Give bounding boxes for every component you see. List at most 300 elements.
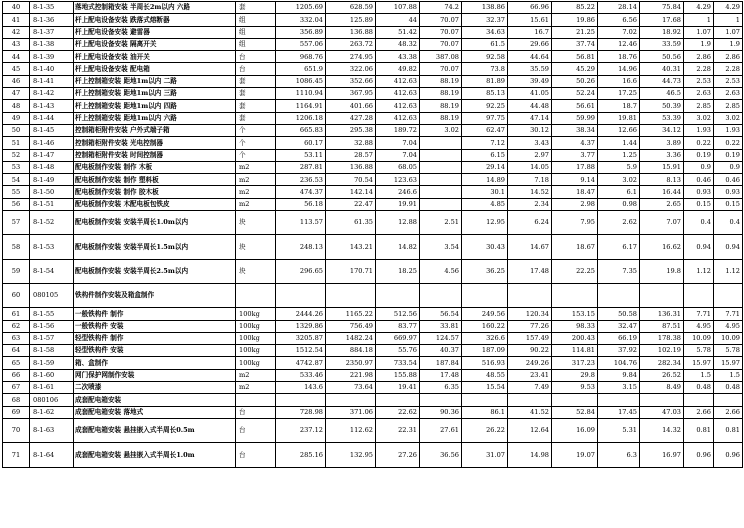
value-cell: 3205.87 bbox=[276, 332, 326, 344]
value-cell: 19.8 bbox=[640, 259, 684, 283]
row-index-cell: 62 bbox=[3, 320, 30, 332]
item-name-cell: 杆上配电设备安装 隔离开关 bbox=[74, 38, 236, 50]
row-index-cell: 64 bbox=[3, 345, 30, 357]
value-cell: 37.74 bbox=[552, 38, 598, 50]
value-cell: 3.77 bbox=[552, 149, 598, 161]
unit-cell: 100kg bbox=[236, 320, 276, 332]
value-cell: 2.65 bbox=[640, 198, 684, 210]
item-name-cell: 成套配电箱安装 bbox=[74, 394, 236, 406]
quota-code-cell: 8-1-54 bbox=[30, 259, 74, 283]
unit-cell bbox=[236, 283, 276, 307]
value-cell: 371.06 bbox=[326, 406, 376, 418]
value-cell: 136.31 bbox=[640, 308, 684, 320]
value-cell bbox=[598, 283, 640, 307]
value-cell: 66.96 bbox=[508, 2, 552, 14]
unit-cell: 套 bbox=[236, 75, 276, 87]
value-cell: 88.19 bbox=[420, 75, 462, 87]
value-cell: 4.95 bbox=[684, 320, 714, 332]
value-cell: 7.95 bbox=[552, 211, 598, 235]
value-cell: 387.08 bbox=[420, 51, 462, 63]
item-name-cell: 配电板制作安装 制作 胶木板 bbox=[74, 186, 236, 198]
unit-cell: 台 bbox=[236, 63, 276, 75]
quota-code-cell: 080105 bbox=[30, 283, 74, 307]
value-cell: 29.66 bbox=[508, 38, 552, 50]
value-cell: 248.13 bbox=[276, 235, 326, 259]
row-index-cell: 53 bbox=[3, 161, 30, 173]
quota-code-cell: 8-1-42 bbox=[30, 88, 74, 100]
item-name-cell: 杆上配电设备安装 跌落式熔断器 bbox=[74, 14, 236, 26]
value-cell: 665.83 bbox=[276, 124, 326, 136]
value-cell: 70.07 bbox=[420, 26, 462, 38]
value-cell: 0.9 bbox=[714, 161, 743, 173]
value-cell: 30.12 bbox=[508, 124, 552, 136]
table-row bbox=[3, 112, 743, 124]
value-cell: 0.96 bbox=[684, 443, 714, 467]
unit-cell: m2 bbox=[236, 198, 276, 210]
value-cell: 0.94 bbox=[714, 235, 743, 259]
value-cell: 2.66 bbox=[684, 406, 714, 418]
value-cell: 2.86 bbox=[714, 51, 743, 63]
value-cell: 2444.26 bbox=[276, 308, 326, 320]
value-cell: 51.42 bbox=[376, 26, 420, 38]
value-cell: 287.81 bbox=[276, 161, 326, 173]
value-cell: 74.2 bbox=[420, 2, 462, 14]
value-cell: 2.85 bbox=[684, 100, 714, 112]
item-name-cell: 杆上配电设备安装 避雷器 bbox=[74, 26, 236, 38]
value-cell: 73.8 bbox=[462, 63, 508, 75]
quota-code-cell: 8-1-49 bbox=[30, 174, 74, 186]
value-cell: 44.64 bbox=[508, 51, 552, 63]
value-cell: 19.86 bbox=[552, 14, 598, 26]
value-cell: 113.57 bbox=[276, 211, 326, 235]
value-cell: 14.98 bbox=[508, 443, 552, 467]
value-cell: 221.98 bbox=[326, 369, 376, 381]
value-cell: 3.02 bbox=[598, 174, 640, 186]
value-cell: 317.23 bbox=[552, 357, 598, 369]
value-cell: 85.13 bbox=[462, 88, 508, 100]
value-cell bbox=[714, 394, 743, 406]
value-cell: 19.81 bbox=[598, 112, 640, 124]
value-cell: 5.78 bbox=[684, 345, 714, 357]
value-cell: 61.35 bbox=[326, 211, 376, 235]
value-cell: 32.37 bbox=[462, 14, 508, 26]
value-cell: 70.07 bbox=[420, 14, 462, 26]
unit-cell: 组 bbox=[236, 26, 276, 38]
table-row bbox=[3, 137, 743, 149]
value-cell: 557.06 bbox=[276, 38, 326, 50]
value-cell: 4.95 bbox=[714, 320, 743, 332]
value-cell: 16.44 bbox=[640, 186, 684, 198]
table-row bbox=[3, 51, 743, 63]
value-cell: 36.56 bbox=[420, 443, 462, 467]
value-cell: 16.6 bbox=[598, 75, 640, 87]
table-row bbox=[3, 75, 743, 87]
item-name-cell: 配电板制作安装 制作 木板 bbox=[74, 161, 236, 173]
value-cell: 9.53 bbox=[552, 382, 598, 394]
quota-code-cell: 8-1-36 bbox=[30, 14, 74, 26]
value-cell: 0.48 bbox=[714, 382, 743, 394]
value-cell: 14.52 bbox=[508, 186, 552, 198]
row-index-cell: 63 bbox=[3, 332, 30, 344]
value-cell: 332.04 bbox=[276, 14, 326, 26]
table-row bbox=[3, 357, 743, 369]
value-cell: 0.93 bbox=[684, 186, 714, 198]
quota-code-cell: 080106 bbox=[30, 394, 74, 406]
row-index-cell: 58 bbox=[3, 235, 30, 259]
value-cell: 86.1 bbox=[462, 406, 508, 418]
row-index-cell: 50 bbox=[3, 124, 30, 136]
value-cell: 56.61 bbox=[552, 100, 598, 112]
value-cell: 26.52 bbox=[640, 369, 684, 381]
value-cell bbox=[276, 394, 326, 406]
value-cell: 6.1 bbox=[598, 186, 640, 198]
value-cell: 17.25 bbox=[598, 88, 640, 100]
value-cell: 15.91 bbox=[640, 161, 684, 173]
value-cell bbox=[420, 137, 462, 149]
row-index-cell: 54 bbox=[3, 174, 30, 186]
value-cell: 3.43 bbox=[508, 137, 552, 149]
value-cell: 70.07 bbox=[420, 38, 462, 50]
value-cell: 92.25 bbox=[462, 100, 508, 112]
row-index-cell: 68 bbox=[3, 394, 30, 406]
value-cell: 2.63 bbox=[714, 88, 743, 100]
value-cell: 1 bbox=[714, 14, 743, 26]
value-cell: 427.28 bbox=[326, 112, 376, 124]
item-name-cell: 二次喷漆 bbox=[74, 382, 236, 394]
value-cell: 52.24 bbox=[552, 88, 598, 100]
value-cell: 48.55 bbox=[462, 369, 508, 381]
value-cell: 120.34 bbox=[508, 308, 552, 320]
value-cell: 756.49 bbox=[326, 320, 376, 332]
value-cell: 17.88 bbox=[552, 161, 598, 173]
quota-code-cell: 8-1-50 bbox=[30, 186, 74, 198]
value-cell: 44 bbox=[376, 14, 420, 26]
item-name-cell: 网门保护网制作安装 bbox=[74, 369, 236, 381]
value-cell: 0.19 bbox=[714, 149, 743, 161]
value-cell bbox=[420, 161, 462, 173]
value-cell: 246.6 bbox=[376, 186, 420, 198]
value-cell: 6.15 bbox=[462, 149, 508, 161]
value-cell: 81.89 bbox=[462, 75, 508, 87]
quota-code-cell: 8-1-38 bbox=[30, 38, 74, 50]
row-index-cell: 51 bbox=[3, 137, 30, 149]
value-cell: 88.19 bbox=[420, 88, 462, 100]
quota-code-cell: 8-1-60 bbox=[30, 369, 74, 381]
value-cell: 19.07 bbox=[552, 443, 598, 467]
table-row bbox=[3, 235, 743, 259]
value-cell: 153.15 bbox=[552, 308, 598, 320]
unit-cell: m2 bbox=[236, 161, 276, 173]
value-cell: 3.36 bbox=[640, 149, 684, 161]
value-cell: 123.63 bbox=[376, 174, 420, 186]
value-cell: 18.25 bbox=[376, 259, 420, 283]
value-cell: 1.9 bbox=[684, 38, 714, 50]
value-cell: 14.05 bbox=[508, 161, 552, 173]
value-cell: 1.07 bbox=[714, 26, 743, 38]
item-name-cell: 配电板制作安装 安装半周长2.5m以内 bbox=[74, 259, 236, 283]
table-row bbox=[3, 345, 743, 357]
value-cell: 35.59 bbox=[508, 63, 552, 75]
item-name-cell: 配电板制作安装 木配电板包铁皮 bbox=[74, 198, 236, 210]
row-index-cell: 56 bbox=[3, 198, 30, 210]
value-cell: 412.63 bbox=[376, 75, 420, 87]
value-cell: 155.88 bbox=[376, 369, 420, 381]
row-index-cell: 57 bbox=[3, 211, 30, 235]
value-cell: 2.97 bbox=[508, 149, 552, 161]
value-cell: 32.88 bbox=[326, 137, 376, 149]
value-cell: 50.58 bbox=[598, 308, 640, 320]
value-cell: 6.3 bbox=[598, 443, 640, 467]
value-cell: 2.53 bbox=[714, 75, 743, 87]
value-cell: 178.38 bbox=[640, 332, 684, 344]
item-name-cell: 配电板制作安装 安装半周长1.0m以内 bbox=[74, 211, 236, 235]
value-cell: 50.26 bbox=[552, 75, 598, 87]
value-cell: 49.82 bbox=[376, 63, 420, 75]
unit-cell: 块 bbox=[236, 235, 276, 259]
value-cell: 2.28 bbox=[714, 63, 743, 75]
value-cell: 30.1 bbox=[462, 186, 508, 198]
value-cell: 14.67 bbox=[508, 235, 552, 259]
value-cell: 44.73 bbox=[640, 75, 684, 87]
value-cell: 0.81 bbox=[684, 418, 714, 442]
value-cell: 356.89 bbox=[276, 26, 326, 38]
value-cell: 75.84 bbox=[640, 2, 684, 14]
value-cell: 1512.54 bbox=[276, 345, 326, 357]
table-row bbox=[3, 394, 743, 406]
value-cell: 3.54 bbox=[420, 235, 462, 259]
value-cell bbox=[420, 149, 462, 161]
value-cell: 18.7 bbox=[598, 100, 640, 112]
value-cell: 16.62 bbox=[640, 235, 684, 259]
row-index-cell: 65 bbox=[3, 357, 30, 369]
value-cell: 43.38 bbox=[376, 51, 420, 63]
value-cell: 533.46 bbox=[276, 369, 326, 381]
value-cell: 10.09 bbox=[714, 332, 743, 344]
value-cell: 189.72 bbox=[376, 124, 420, 136]
value-cell: 5.31 bbox=[598, 418, 640, 442]
table-row bbox=[3, 100, 743, 112]
value-cell: 0.81 bbox=[714, 418, 743, 442]
quota-code-cell: 8-1-56 bbox=[30, 320, 74, 332]
table-row bbox=[3, 320, 743, 332]
value-cell: 40.31 bbox=[640, 63, 684, 75]
unit-cell: 100kg bbox=[236, 308, 276, 320]
value-cell: 22.47 bbox=[326, 198, 376, 210]
value-cell: 29.8 bbox=[552, 369, 598, 381]
unit-cell: 个 bbox=[236, 149, 276, 161]
value-cell: 98.33 bbox=[552, 320, 598, 332]
value-cell: 19.91 bbox=[376, 198, 420, 210]
value-cell: 1329.86 bbox=[276, 320, 326, 332]
value-cell: 88.19 bbox=[420, 112, 462, 124]
value-cell: 90.36 bbox=[420, 406, 462, 418]
value-cell: 1.44 bbox=[598, 137, 640, 149]
value-cell: 47.14 bbox=[508, 112, 552, 124]
value-cell bbox=[420, 174, 462, 186]
value-cell: 33.59 bbox=[640, 38, 684, 50]
value-cell: 352.66 bbox=[326, 75, 376, 87]
value-cell: 15.54 bbox=[462, 382, 508, 394]
table-row bbox=[3, 198, 743, 210]
value-cell: 3.02 bbox=[684, 112, 714, 124]
value-cell: 22.62 bbox=[376, 406, 420, 418]
value-cell: 296.65 bbox=[276, 259, 326, 283]
quota-code-cell: 8-1-51 bbox=[30, 198, 74, 210]
value-cell: 412.63 bbox=[376, 112, 420, 124]
value-cell: 56.18 bbox=[276, 198, 326, 210]
unit-cell: 套 bbox=[236, 88, 276, 100]
value-cell: 1.93 bbox=[714, 124, 743, 136]
table-row bbox=[3, 382, 743, 394]
quota-code-cell: 8-1-55 bbox=[30, 308, 74, 320]
value-cell: 1.12 bbox=[684, 259, 714, 283]
value-cell: 87.51 bbox=[640, 320, 684, 332]
item-name-cell: 配电板制作安装 安装半周长1.5m以内 bbox=[74, 235, 236, 259]
row-index-cell: 69 bbox=[3, 406, 30, 418]
value-cell: 2.66 bbox=[714, 406, 743, 418]
value-cell: 4.29 bbox=[684, 2, 714, 14]
value-cell: 4742.87 bbox=[276, 357, 326, 369]
value-cell bbox=[462, 394, 508, 406]
value-cell: 4.37 bbox=[552, 137, 598, 149]
row-index-cell: 60 bbox=[3, 283, 30, 307]
row-index-cell: 71 bbox=[3, 443, 30, 467]
value-cell: 5.9 bbox=[598, 161, 640, 173]
quota-price-table bbox=[2, 1, 743, 468]
value-cell: 0.22 bbox=[684, 137, 714, 149]
row-index-cell: 59 bbox=[3, 259, 30, 283]
value-cell bbox=[420, 186, 462, 198]
value-cell: 187.84 bbox=[420, 357, 462, 369]
value-cell: 2.28 bbox=[684, 63, 714, 75]
value-cell: 6.56 bbox=[598, 14, 640, 26]
value-cell: 14.89 bbox=[462, 174, 508, 186]
quota-code-cell: 8-1-44 bbox=[30, 112, 74, 124]
value-cell: 18.76 bbox=[598, 51, 640, 63]
value-cell: 124.57 bbox=[420, 332, 462, 344]
value-cell: 39.49 bbox=[508, 75, 552, 87]
value-cell: 2.51 bbox=[420, 211, 462, 235]
item-name-cell: 配电板制作安装 制作 塑料板 bbox=[74, 174, 236, 186]
table-row bbox=[3, 369, 743, 381]
value-cell bbox=[326, 394, 376, 406]
value-cell: 200.43 bbox=[552, 332, 598, 344]
value-cell: 2.63 bbox=[684, 88, 714, 100]
unit-cell: 个 bbox=[236, 124, 276, 136]
unit-cell: 组 bbox=[236, 38, 276, 50]
value-cell bbox=[552, 283, 598, 307]
value-cell bbox=[684, 394, 714, 406]
value-cell: 295.38 bbox=[326, 124, 376, 136]
row-index-cell: 40 bbox=[3, 2, 30, 14]
value-cell: 285.16 bbox=[276, 443, 326, 467]
row-index-cell: 46 bbox=[3, 75, 30, 87]
value-cell: 3.02 bbox=[420, 124, 462, 136]
value-cell: 46.5 bbox=[640, 88, 684, 100]
table-row bbox=[3, 332, 743, 344]
table-row bbox=[3, 443, 743, 467]
value-cell: 401.66 bbox=[326, 100, 376, 112]
value-cell: 59.99 bbox=[552, 112, 598, 124]
value-cell: 17.68 bbox=[640, 14, 684, 26]
value-cell: 14.32 bbox=[640, 418, 684, 442]
value-cell: 18.47 bbox=[552, 186, 598, 198]
value-cell: 512.56 bbox=[376, 308, 420, 320]
value-cell: 22.25 bbox=[552, 259, 598, 283]
value-cell: 114.81 bbox=[552, 345, 598, 357]
value-cell bbox=[376, 283, 420, 307]
value-cell: 8.13 bbox=[640, 174, 684, 186]
value-cell: 0.15 bbox=[714, 198, 743, 210]
value-cell: 516.93 bbox=[462, 357, 508, 369]
table-row bbox=[3, 63, 743, 75]
value-cell: 136.88 bbox=[326, 161, 376, 173]
value-cell: 651.9 bbox=[276, 63, 326, 75]
value-cell: 30.43 bbox=[462, 235, 508, 259]
value-cell: 2.34 bbox=[508, 198, 552, 210]
value-cell: 7.12 bbox=[462, 137, 508, 149]
unit-cell: 100kg bbox=[236, 357, 276, 369]
table-row bbox=[3, 38, 743, 50]
unit-cell: 块 bbox=[236, 211, 276, 235]
table-row bbox=[3, 211, 743, 235]
value-cell bbox=[276, 283, 326, 307]
value-cell: 28.14 bbox=[598, 2, 640, 14]
unit-cell: m2 bbox=[236, 186, 276, 198]
value-cell: 1205.69 bbox=[276, 2, 326, 14]
value-cell: 2.98 bbox=[552, 198, 598, 210]
value-cell: 23.41 bbox=[508, 369, 552, 381]
value-cell: 2.62 bbox=[598, 211, 640, 235]
row-index-cell: 66 bbox=[3, 369, 30, 381]
value-cell: 733.54 bbox=[376, 357, 420, 369]
unit-cell: m2 bbox=[236, 174, 276, 186]
value-cell: 1165.22 bbox=[326, 308, 376, 320]
row-index-cell: 49 bbox=[3, 112, 30, 124]
item-name-cell: 控制箱柜附件安装 时间控制器 bbox=[74, 149, 236, 161]
value-cell bbox=[420, 198, 462, 210]
value-cell: 0.46 bbox=[714, 174, 743, 186]
table-row bbox=[3, 418, 743, 442]
value-cell: 6.17 bbox=[598, 235, 640, 259]
unit-cell: 个 bbox=[236, 137, 276, 149]
table-row bbox=[3, 124, 743, 136]
value-cell: 12.88 bbox=[376, 211, 420, 235]
table-row bbox=[3, 14, 743, 26]
value-cell: 1206.18 bbox=[276, 112, 326, 124]
quota-code-cell: 8-1-64 bbox=[30, 443, 74, 467]
value-cell: 367.95 bbox=[326, 88, 376, 100]
value-cell: 1482.24 bbox=[326, 332, 376, 344]
value-cell: 34.12 bbox=[640, 124, 684, 136]
quota-code-cell: 8-1-45 bbox=[30, 124, 74, 136]
value-cell bbox=[598, 394, 640, 406]
value-cell: 31.07 bbox=[462, 443, 508, 467]
value-cell: 1086.45 bbox=[276, 75, 326, 87]
value-cell: 107.88 bbox=[376, 2, 420, 14]
row-index-cell: 70 bbox=[3, 418, 30, 442]
table-row bbox=[3, 26, 743, 38]
value-cell: 0.48 bbox=[684, 382, 714, 394]
item-name-cell: 铁构件制作安装及箱盒制作 bbox=[74, 283, 236, 307]
value-cell: 3.15 bbox=[598, 382, 640, 394]
value-cell: 40.37 bbox=[420, 345, 462, 357]
value-cell: 1.93 bbox=[684, 124, 714, 136]
row-index-cell: 55 bbox=[3, 186, 30, 198]
value-cell: 274.95 bbox=[326, 51, 376, 63]
unit-cell: 套 bbox=[236, 2, 276, 14]
item-name-cell: 一般铁构件 制作 bbox=[74, 308, 236, 320]
